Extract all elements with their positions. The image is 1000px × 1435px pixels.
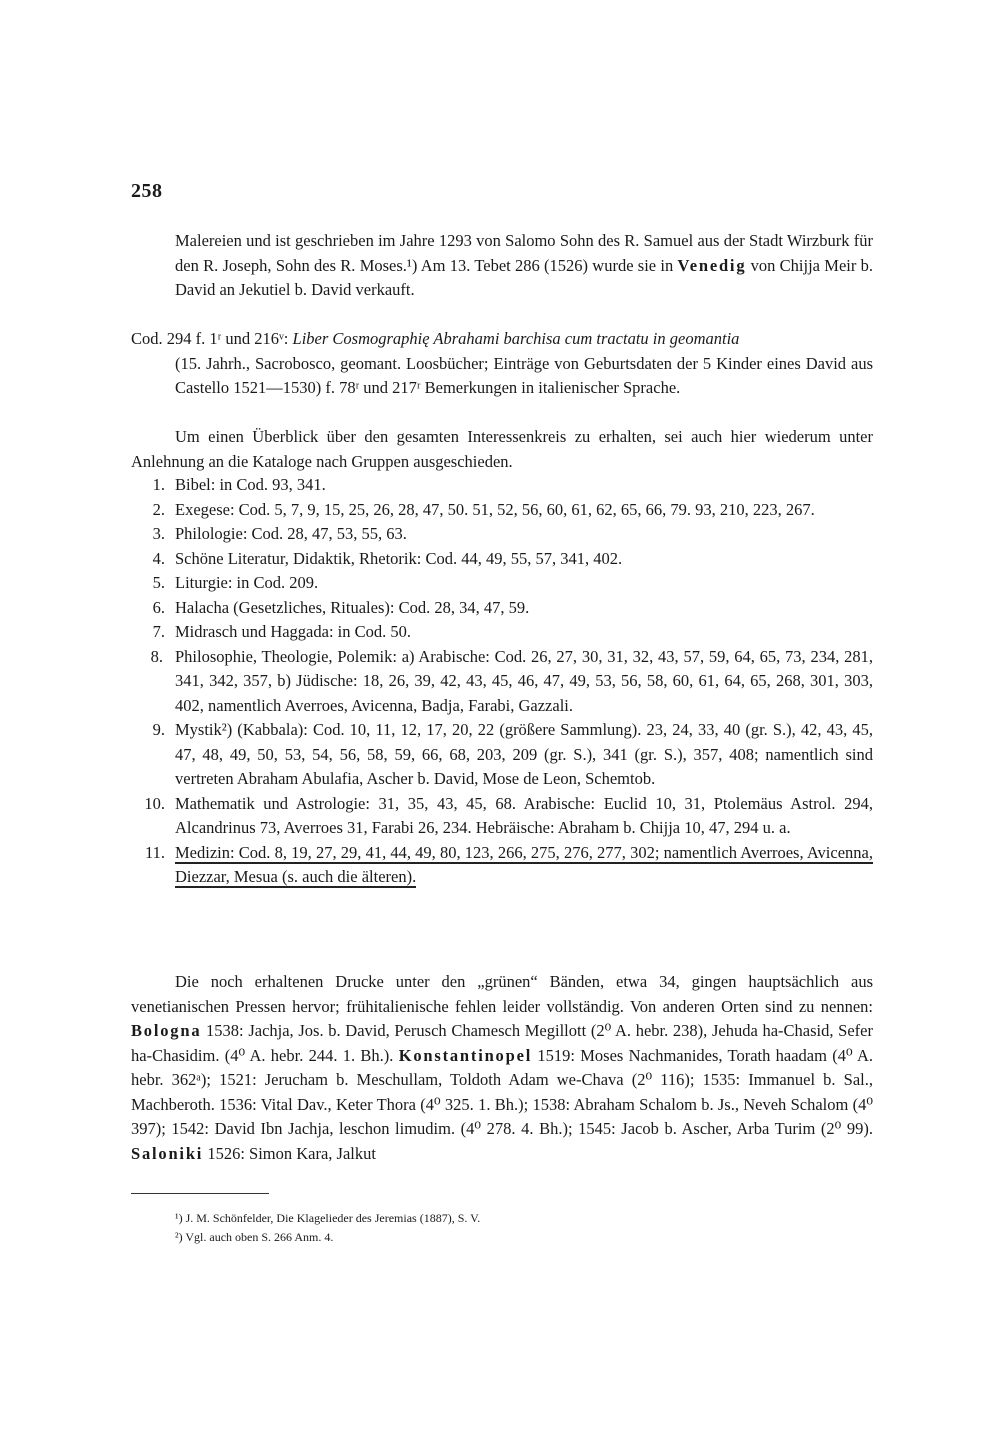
list-item — [131, 792, 873, 841]
list-item-text: Schöne Literatur, Didaktik, Rhetorik: Cod. 44, 49, 55, 57, 341, 402. — [175, 548, 623, 568]
list-item-number: 6. — [152, 597, 165, 617]
list-item — [131, 571, 873, 596]
list-item-number: 9. — [152, 720, 165, 739]
list-item — [131, 645, 873, 719]
list-item-number: 4. — [152, 548, 165, 568]
list-item-text: Liturgie: in Cod. 209. — [175, 573, 319, 592]
paragraph-text: 1526: Simon Kara, Jalkut — [203, 1143, 376, 1163]
paragraph-text: Malereien und ist geschrieben im Jahre 1293 von Salomo Sohn des R. Samuel aus der Stadt Wirzburk für den R. Joseph, Sohn des R. Moses.¹) Am 13. Tebet 286 (1526) wurde sie in — [175, 231, 873, 275]
list-item-number: 11. — [144, 842, 165, 862]
list-item — [131, 473, 873, 498]
paragraph-text: von Chijja Meir b. David an Jekutiel b. David verkauft. — [175, 255, 874, 299]
place-name-konstantinopel: Konstantinopel — [398, 1045, 533, 1065]
list-item-number: 3. — [152, 524, 165, 543]
paragraph-prints — [131, 970, 873, 1166]
footnote-mark: ²) — [175, 1230, 183, 1244]
footnote-text: J. M. Schönfelder, Die Klagelieder des Jeremias (1887), S. V. — [185, 1211, 481, 1225]
list-item — [131, 596, 873, 621]
list-item — [131, 498, 873, 523]
footnote-mark: ¹) — [175, 1211, 183, 1225]
list-item-text: Bibel: in Cod. 93, 341. — [175, 475, 326, 494]
footnote-rule — [131, 1193, 269, 1194]
codex-lead: Cod. 294 f. 1ʳ und 216ᵛ: — [131, 329, 293, 348]
list-item-text: Midrasch und Haggada: in Cod. 50. — [175, 622, 412, 641]
place-name-venedig: Venedig — [677, 255, 747, 275]
list-item-number: 8. — [150, 646, 163, 666]
list-item — [131, 620, 873, 645]
paragraph-intro: Um einen Überblick über den gesamten Interessenkreis zu erhalten, sei auch hier wiederum unter Anlehnung an die Kataloge nach Gruppen ausgeschieden. — [131, 427, 873, 471]
category-list — [131, 473, 873, 890]
page-number: 258 — [131, 180, 163, 202]
list-item-text: Philologie: Cod. 28, 47, 53, 55, 63. — [175, 524, 407, 543]
codex-title: Liber Cosmographię Abrahami barchisa cum tractatu in geomantia — [292, 329, 740, 348]
paragraph-manuscript-history — [175, 229, 873, 303]
list-item-number: 1. — [152, 475, 165, 494]
paragraph-text: Die noch erhaltenen Drucke unter den „grünen“ Bänden, etwa 34, gingen hauptsächlich aus venetianischen Pressen hervor; frühitalienische fehlen leider vollständig. Von anderen Orten sind zu nennen: — [131, 972, 873, 1016]
paragraph-text: 1538: Jachja, Jos. b. David, Perusch Chamesch Megillott (2⁰ A. hebr. 238), Jehuda ha-Chasid, Sefer ha-Chasidim. (4⁰ A. hebr. 244. 1. Bh.). — [131, 1021, 873, 1065]
list-item — [131, 718, 873, 792]
footnote — [175, 1210, 480, 1226]
place-name-saloniki: Saloniki — [131, 1143, 204, 1163]
list-item-text: Exegese: Cod. 5, 7, 9, 15, 25, 26, 28, 47, 50. 51, 52, 56, 60, 61, 62, 65, 66, 79. 93, 210, 223, 267. — [175, 499, 815, 519]
list-item-number: 5. — [152, 573, 165, 592]
list-item — [131, 547, 873, 572]
place-name-bologna: Bologna — [131, 1021, 202, 1040]
footnote-text: Vgl. auch oben S. 266 Anm. 4. — [185, 1230, 334, 1244]
list-item-number: 10. — [144, 793, 165, 813]
list-item-text: Mystik²) (Kabbala): Cod. 10, 11, 12, 17, 20, 22 (größere Sammlung). 23, 24, 33, 40 (gr. S.), 42, 43, 45, 47, 48, 49, 50, 53, 54, 56, 58, 59, 66, 68, 203, 209 (gr. S.), 341 (gr. S.), 357, 408; namentlich sind vertreten Abraham Abulafia, Ascher b. David, Mose de Leon, Schemtob. — [175, 720, 873, 788]
codex-description: (15. Jahrh., Sacrobosco, geomant. Loosbücher; Einträge von Geburtsdaten der 5 Kinder eines David aus Castello 1521—1530) f. 78ʳ und 217ʳ Bemerkungen in italienischer Sprache. — [175, 353, 873, 397]
list-item-text: Mathematik und Astrologie: 31, 35, 43, 45, 68. Arabische: Euclid 10, 31, Ptolemäus Astrol. 294, Alcandrinus 73, Averroes 31, Farabi 26, 234. Hebräische: Abraham b. Chijja 10, 47, 294 u. a. — [175, 793, 873, 837]
list-item — [131, 841, 873, 890]
footnote — [175, 1229, 333, 1245]
codex-294-entry — [131, 327, 873, 401]
list-item-text: Halacha (Gesetzliches, Rituales): Cod. 28, 34, 47, 59. — [175, 597, 530, 617]
list-item-text: Philosophie, Theologie, Polemik: a) Arabische: Cod. 26, 27, 30, 31, 32, 43, 57, 59, 64, 65, 73, 234, 281, 341, 342, 357, b) Jüdische: 18, 26, 39, 42, 43, 45, 46, 47, 49, 53, 56, 58, 60, 61, 64, 65, 268, 301, 303, 402, namentlich Averroes, Avicenna, Badja, Farabi, Gazzali. — [175, 646, 873, 715]
list-item-number: 7. — [152, 622, 165, 641]
list-item-text-underlined: Medizin: Cod. 8, 19, 27, 29, 41, 44, 49, 80, 123, 266, 275, 276, 277, 302; namentlich Averroes, Avicenna, Diezzar, Mesua (s. auch die älteren). — [175, 842, 873, 886]
list-item-number: 2. — [152, 499, 165, 519]
paragraph-text: 1519: Moses Nachmanides, Torath haadam (4⁰ A. hebr. 362ᵃ); 1521: Jerucham b. Meschullam, Toldoth Adam we-Chava (2⁰ 116); 1535: Immanuel b. Sal., Machberoth. 1536: Vital Dav., Keter Thora (4⁰ 325. 1. Bh.); 1538: Abraham Schalom b. Js., Neveh Schalom (4⁰ 397); 1542: David Ibn Jachja, leschon limudim. (4⁰ 278. 4. Bh.); 1545: Jacob b. Ascher, Arba Turim (2⁰ 99). — [131, 1045, 874, 1138]
list-item — [131, 522, 873, 547]
